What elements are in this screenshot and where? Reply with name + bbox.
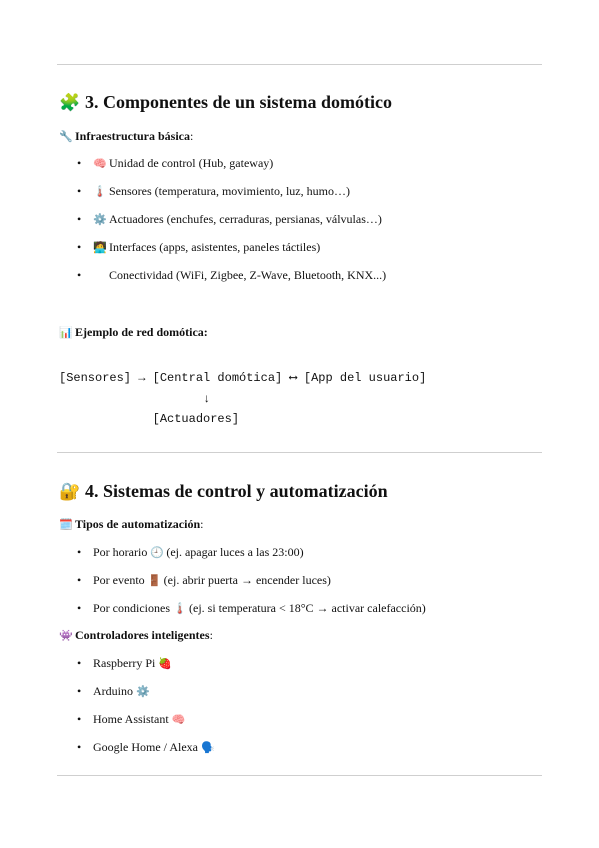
list-item-text: Home Assistant [93, 712, 169, 726]
network-label: Ejemplo de red domótica: [75, 325, 208, 339]
section-4-heading [59, 480, 388, 503]
divider [57, 775, 542, 776]
types-label: Tipos de automatización [75, 517, 201, 531]
door-icon: 🚪 [147, 575, 162, 587]
section-4-title: 4. Sistemas de control y automatización [85, 481, 388, 501]
list-item-note: (ej. apagar luces a las 23:00) [166, 545, 304, 559]
infra-label: Infraestructura básica [75, 129, 190, 143]
bullet: • [77, 684, 82, 698]
list-item-text: Arduino [93, 684, 133, 698]
bullet: • [77, 184, 82, 198]
bullet: • [77, 545, 82, 559]
types-subheading [59, 517, 203, 533]
bullet: • [77, 601, 82, 615]
thermometer-icon: 🌡️ [173, 603, 187, 615]
clock-icon: 🕘 [150, 547, 165, 559]
list-item-note: (ej. si temperatura < 18°C → activar calefacción) [189, 601, 426, 615]
divider [57, 64, 542, 65]
bullet: • [77, 212, 82, 226]
controllers-label: Controladores inteligentes [75, 628, 210, 642]
controllers-suffix: : [209, 628, 213, 642]
bullet: • [77, 240, 82, 254]
technologist-icon: 🧑‍💻 [93, 242, 107, 254]
network-subheading [59, 325, 208, 341]
calendar-icon: 🗓️ [59, 519, 73, 531]
strawberry-icon: 🍓 [158, 658, 173, 670]
list-item-text: Por horario [93, 545, 148, 559]
bullet: • [77, 573, 82, 587]
brain-icon: 🧠 [93, 158, 107, 170]
network-diagram: [Sensores] → [Central domótica] ⟷ [App del usuario] ↓ [Actuadores] [59, 371, 427, 426]
bar-chart-icon: 📊 [59, 327, 73, 339]
infra-suffix: : [189, 129, 194, 143]
divider [57, 452, 542, 453]
list-item-text: Por condiciones [93, 601, 170, 615]
section-3-title: 3. Componentes de un sistema domótico [85, 92, 393, 112]
puzzle-icon: 🧩 [59, 93, 81, 112]
list-item-text: Actuadores (enchufes, cerraduras, persianas, válvulas…) [109, 212, 382, 226]
section-3-heading [59, 91, 392, 114]
alien-monster-icon: 👾 [59, 630, 73, 642]
list-item-text: Por evento [93, 573, 145, 587]
infra-subheading [59, 129, 193, 145]
list-item-text: Google Home / Alexa [93, 740, 198, 754]
gear-icon: ⚙️ [136, 686, 150, 698]
brain-icon: 🧠 [171, 714, 186, 726]
speaking-head-icon: 🗣️ [200, 742, 215, 754]
list-item-text: Raspberry Pi [93, 656, 156, 670]
list-item-text: Sensores (temperatura, movimiento, luz, humo…) [109, 184, 350, 198]
bullet: • [77, 156, 82, 170]
lock-icon: 🔐 [59, 482, 81, 501]
bullet: • [77, 656, 82, 670]
list-item-text: Conectividad (WiFi, Zigbee, Z-Wave, Bluetooth, KNX...) [109, 268, 387, 282]
list-item-text: Unidad de control (Hub, gateway) [109, 156, 274, 170]
controllers-subheading [59, 628, 213, 644]
types-suffix: : [200, 517, 204, 531]
bullet: • [77, 712, 82, 726]
wrench-icon: 🔧 [59, 131, 73, 143]
bullet: • [77, 268, 82, 282]
thermometer-icon: 🌡️ [93, 186, 107, 198]
bullet: • [77, 740, 82, 754]
list-item-note: (ej. abrir puerta → encender luces) [163, 573, 331, 587]
list-item-text: Interfaces (apps, asistentes, paneles táctiles) [109, 240, 321, 254]
gear-icon: ⚙️ [93, 214, 107, 226]
